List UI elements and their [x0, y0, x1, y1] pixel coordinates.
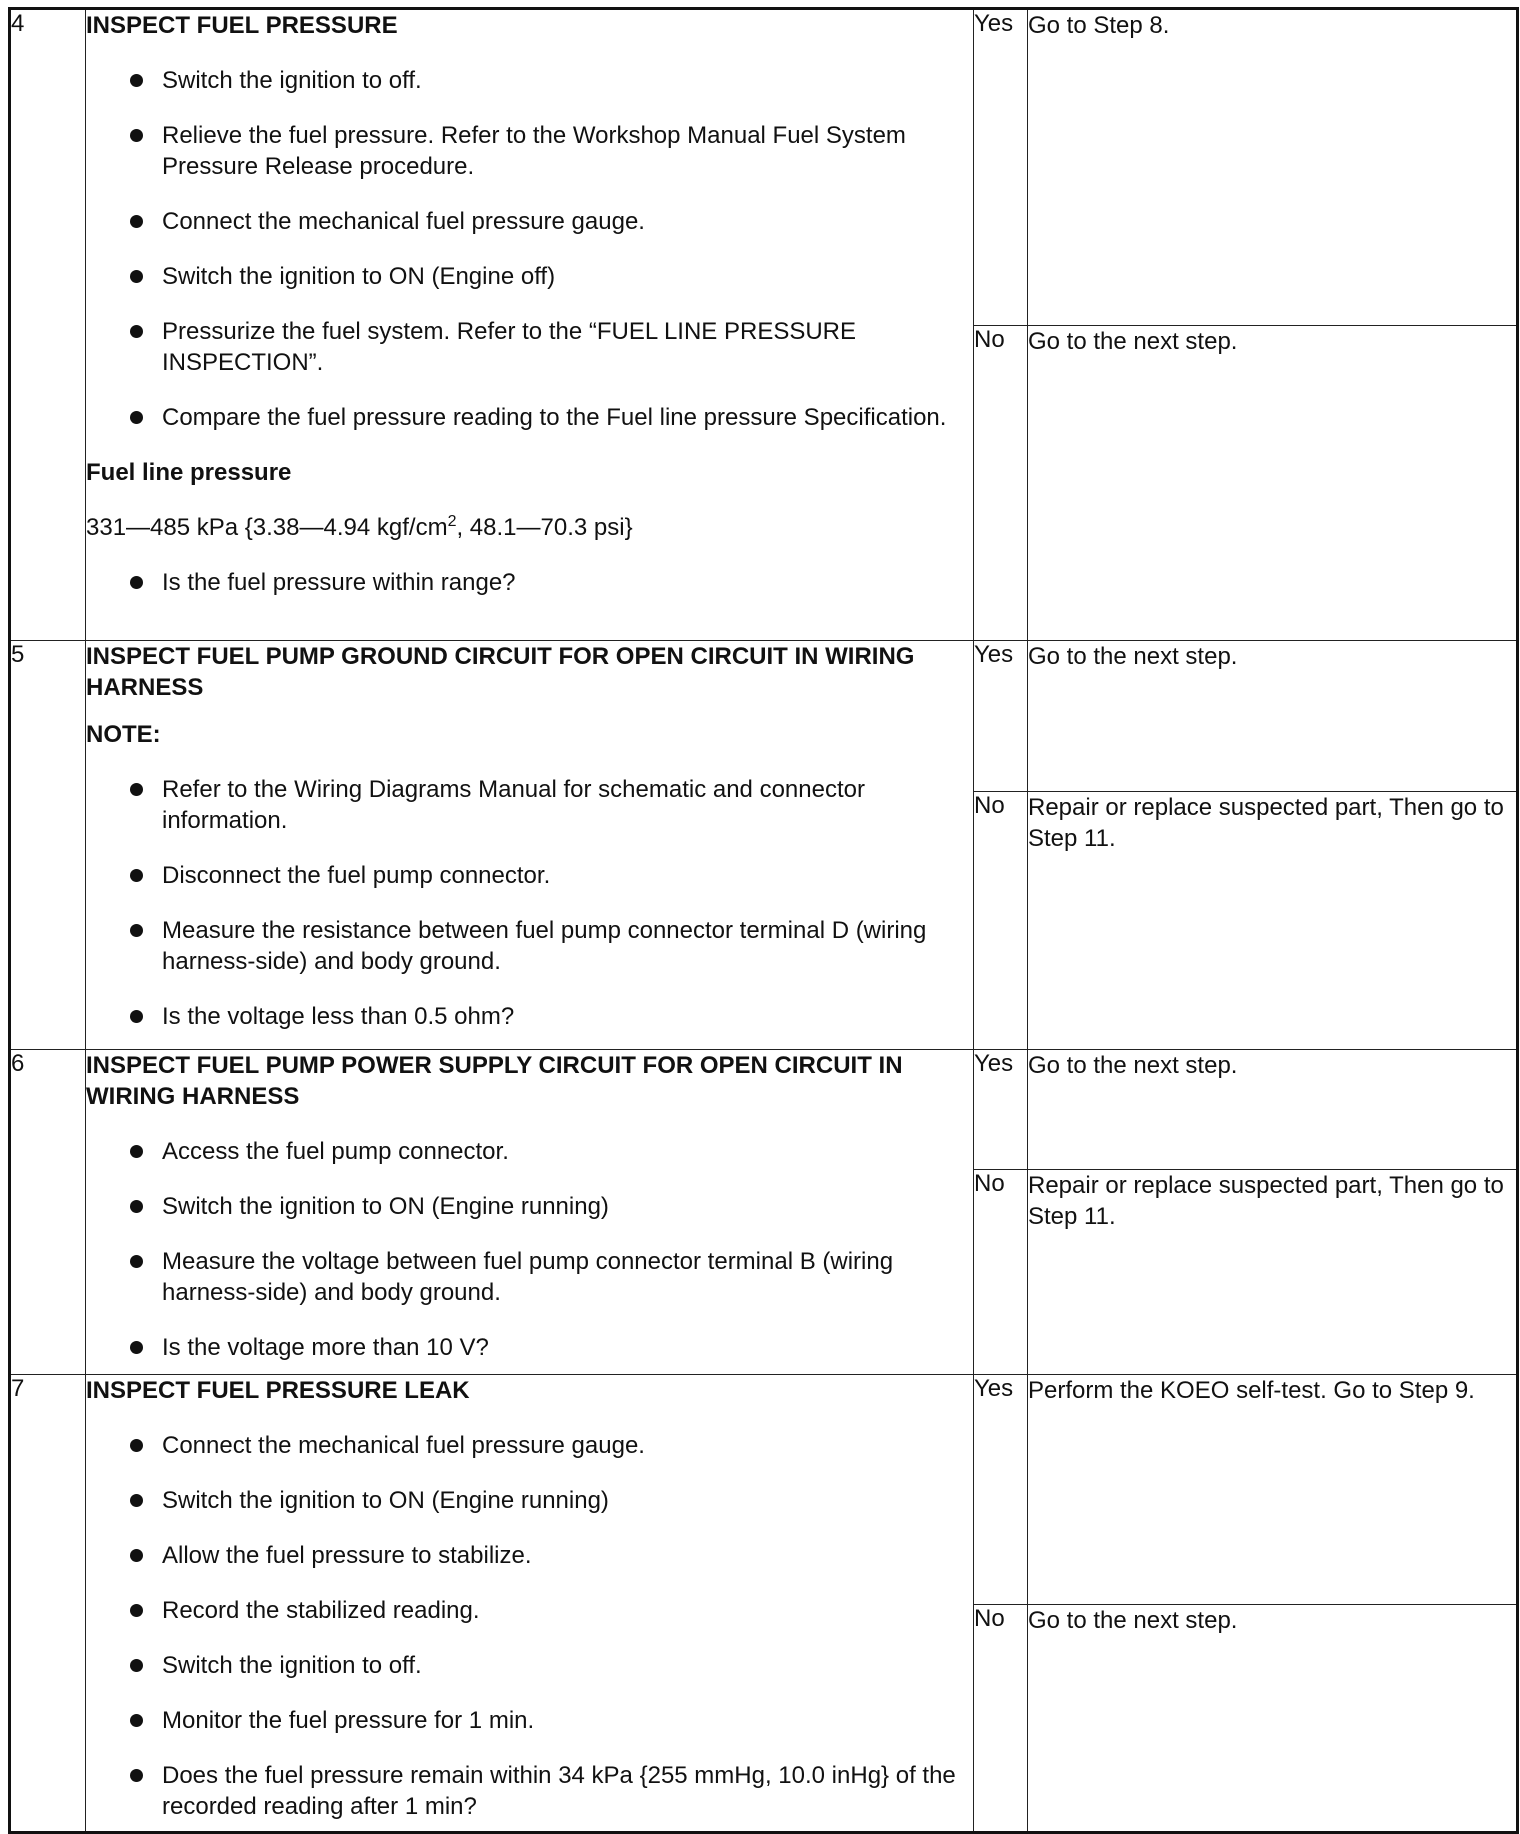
step-question — [86, 567, 973, 598]
step-bullets — [86, 1136, 973, 1363]
no-label: No — [974, 326, 1028, 641]
step-bullets — [86, 65, 973, 433]
no-result: Repair or replace suspected part, Then go to Step 11. — [1028, 792, 1518, 1050]
no-result: Go to the next step. — [1028, 1605, 1518, 1833]
step-4-action — [86, 9, 974, 641]
bullet-item: Access the fuel pump connector. — [86, 1136, 973, 1167]
bullet-item: Switch the ignition to off. — [86, 1650, 973, 1681]
spec-value — [86, 512, 973, 543]
spec-value-superscript: 2 — [447, 513, 457, 530]
yes-label: Yes — [974, 1050, 1028, 1170]
step-7-action — [86, 1375, 974, 1833]
bullet-item: Measure the voltage between fuel pump connector terminal B (wiring harness-side) and body ground. — [86, 1246, 973, 1308]
step-bullets — [86, 774, 973, 1032]
note-label: NOTE: — [86, 721, 161, 748]
no-label: No — [974, 1605, 1028, 1833]
step-5-yes-row — [10, 641, 1518, 792]
yes-result: Go to the next step. — [1028, 1050, 1518, 1170]
bullet-item: Switch the ignition to off. — [86, 65, 973, 96]
step-number: 6 — [10, 1050, 86, 1375]
step-number: 4 — [10, 9, 86, 641]
step-5-action — [86, 641, 974, 1050]
step-title: INSPECT FUEL PUMP GROUND CIRCUIT FOR OPEN CIRCUIT IN WIRING HARNESS — [86, 643, 915, 701]
diagnostic-steps-table — [8, 7, 1519, 1834]
yes-label: Yes — [974, 641, 1028, 792]
spec-value-main: 331—485 kPa {3.38—4.94 kgf/cm — [86, 514, 448, 541]
step-bullets — [86, 1430, 973, 1822]
spec-label: Fuel line pressure — [86, 459, 292, 486]
step-4-yes-row — [10, 9, 1518, 326]
bullet-item: Switch the ignition to ON (Engine off) — [86, 261, 973, 292]
bullet-item: Is the voltage more than 10 V? — [86, 1332, 973, 1363]
bullet-item: Pressurize the fuel system. Refer to the “FUEL LINE PRESSURE INSPECTION”. — [86, 316, 973, 378]
bullet-item: Refer to the Wiring Diagrams Manual for schematic and connector information. — [86, 774, 973, 836]
bullet-item: Switch the ignition to ON (Engine running) — [86, 1191, 973, 1222]
step-number: 5 — [10, 641, 86, 1050]
bullet-item: Relieve the fuel pressure. Refer to the Workshop Manual Fuel System Pressure Release procedure. — [86, 120, 973, 182]
step-title: INSPECT FUEL PRESSURE — [86, 12, 398, 39]
yes-result: Go to Step 8. — [1028, 9, 1518, 326]
yes-result: Perform the KOEO self-test. Go to Step 9. — [1028, 1375, 1518, 1605]
spec-value-tail: , 48.1—70.3 psi} — [456, 514, 633, 541]
no-result: Repair or replace suspected part, Then go to Step 11. — [1028, 1170, 1518, 1375]
yes-label: Yes — [974, 9, 1028, 326]
no-result: Go to the next step. — [1028, 326, 1518, 641]
bullet-item: Measure the resistance between fuel pump connector terminal D (wiring harness-side) and body ground. — [86, 915, 973, 977]
step-title: INSPECT FUEL PRESSURE LEAK — [86, 1377, 470, 1404]
bullet-item: Is the voltage less than 0.5 ohm? — [86, 1001, 973, 1032]
step-6-action — [86, 1050, 974, 1375]
bullet-item: Allow the fuel pressure to stabilize. — [86, 1540, 973, 1571]
bullet-item: Compare the fuel pressure reading to the Fuel line pressure Specification. — [86, 402, 973, 433]
yes-result: Go to the next step. — [1028, 641, 1518, 792]
step-6-yes-row — [10, 1050, 1518, 1170]
bullet-item: Disconnect the fuel pump connector. — [86, 860, 973, 891]
no-label: No — [974, 1170, 1028, 1375]
yes-label: Yes — [974, 1375, 1028, 1605]
step-7-yes-row — [10, 1375, 1518, 1605]
bullet-item: Is the fuel pressure within range? — [86, 567, 973, 598]
procedure-document — [8, 7, 1516, 1834]
bullet-item: Connect the mechanical fuel pressure gauge. — [86, 1430, 973, 1461]
bullet-item: Connect the mechanical fuel pressure gauge. — [86, 206, 973, 237]
bullet-item: Monitor the fuel pressure for 1 min. — [86, 1705, 973, 1736]
bullet-item: Switch the ignition to ON (Engine running) — [86, 1485, 973, 1516]
bullet-item: Record the stabilized reading. — [86, 1595, 973, 1626]
bullet-item: Does the fuel pressure remain within 34 kPa {255 mmHg, 10.0 inHg} of the recorded reading after 1 min? — [86, 1760, 973, 1822]
step-title: INSPECT FUEL PUMP POWER SUPPLY CIRCUIT FOR OPEN CIRCUIT IN WIRING HARNESS — [86, 1052, 903, 1110]
step-number: 7 — [10, 1375, 86, 1833]
no-label: No — [974, 792, 1028, 1050]
